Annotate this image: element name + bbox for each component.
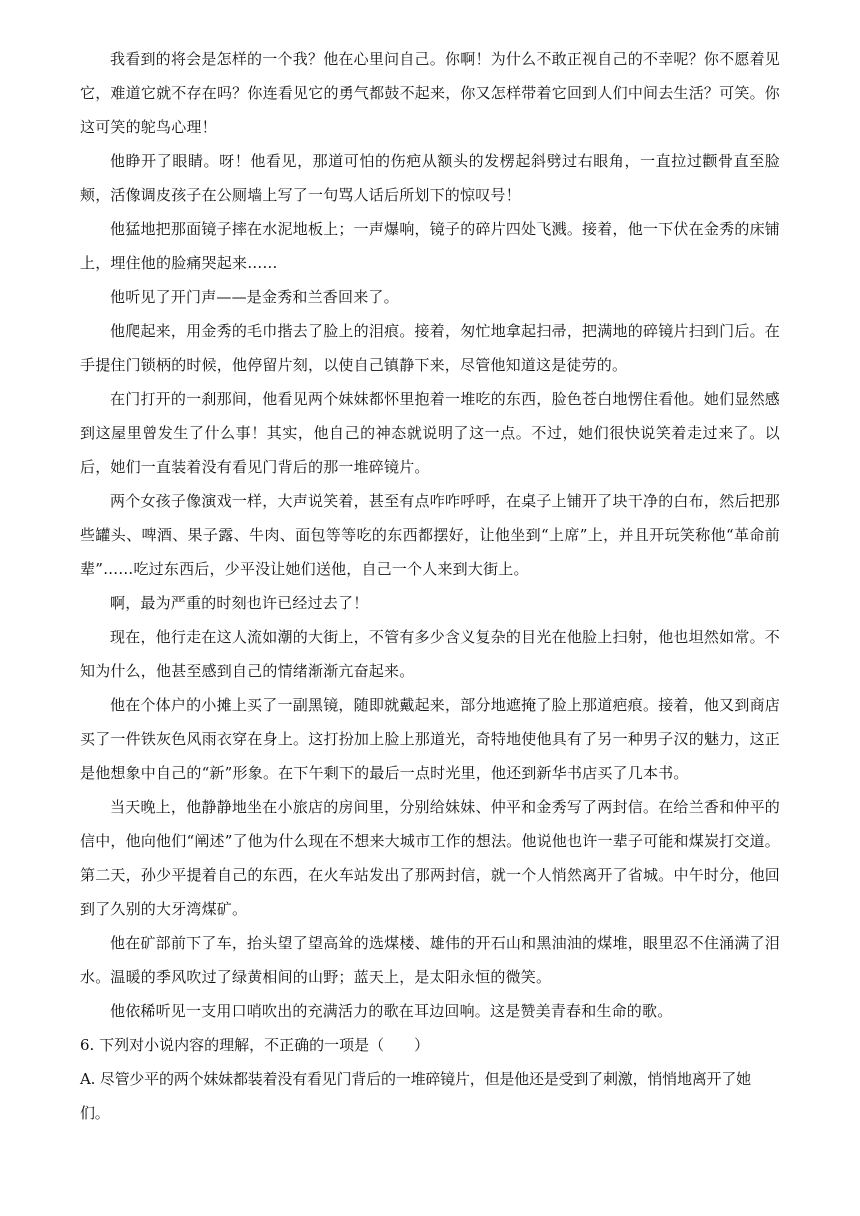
paragraph-10: 他在个体户的小摊上买了一副黑镜，随即就戴起来，部分地遮掩了脸上那道疤痕。接着，他又到商店买了一件铁灰色风雨衣穿在身上。这打扮加上脸上那道光，奇特地使他具有了另一种男子汉的魅力，这正是他想象中自己的“新”形象。在下午剩下的最后一点时光里，他还到新华书店买了几本书。	[80, 696, 780, 782]
article-body	[80, 42, 780, 1130]
paragraph-13: 他依稀听见一支用口哨吹出的充满活力的歌在耳边回响。这是赞美青春和生命的歌。	[110, 1002, 673, 1020]
paragraph-9: 现在，他行走在这人流如潮的大街上，不管有多少含义复杂的目光在他脸上扫射，他也坦然如常。不知为什么，他甚至感到自己的情绪渐渐亢奋起来。	[80, 628, 780, 680]
paragraph-7: 两个女孩子像演戏一样，大声说笑着，甚至有点咋咋呼呼，在桌子上铺开了块干净的白布，然后把那些罐头、啤酒、果子露、牛肉、面包等等吃的东西都摆好，让他坐到“上席”上，并且开玩笑称他“革命前辈”……吃过东西后，少平没让她们送他，自己一个人来到大街上。	[80, 492, 780, 578]
paragraph-11: 当天晚上，他静静地坐在小旅店的房间里，分别给妹妹、仲平和金秀写了两封信。在给兰香和仲平的信中，他向他们“阐述”了他为什么现在不想来大城市工作的想法。他说他也许一辈子可能和煤炭打交道。第二天，孙少平提着自己的东西，在火车站发出了那两封信，就一个人悄然离开了省城。中午时分，他回到了久别的大牙湾煤矿。	[80, 798, 780, 918]
paragraph-1: 我看到的将会是怎样的一个我？他在心里问自己。你啊！为什么不敢正视自己的不幸呢？你不愿着见它，难道它就不存在吗？你连看见它的勇气都鼓不起来，你又怎样带着它回到人们中间去生活？可笑。你这可笑的鸵鸟心理！	[80, 50, 780, 136]
option-a: A. 尽管少平的两个妹妹都装着没有看见门背后的一堆碎镜片，但是他还是受到了刺激，悄悄地离开了她们。	[80, 1070, 751, 1122]
paragraph-4: 他听见了开门声——是金秀和兰香回来了。	[110, 288, 399, 306]
paragraph-5: 他爬起来，用金秀的毛巾揩去了脸上的泪痕。接着，匆忙地拿起扫帚，把满地的碎镜片扫到门后。在手提住门锁柄的时候，他停留片刻，以使自己镇静下来，尽管他知道这是徒劳的。	[80, 322, 780, 374]
paragraph-2: 他睁开了眼睛。呀！他看见，那道可怕的伤疤从额头的发楞起斜劈过右眼角，一直拉过颧骨直至脸颊，活像调皮孩子在公厕墙上写了一句骂人话后所划下的惊叹号！	[80, 152, 780, 204]
paragraph-3: 他猛地把那面镜子摔在水泥地板上；一声爆响，镜子的碎片四处飞溅。接着，他一下伏在金秀的床铺上，埋住他的脸痛哭起来……	[80, 220, 780, 272]
paragraph-12: 他在矿部前下了车，抬头望了望高耸的选煤楼、雄伟的开石山和黑油油的煤堆，眼里忍不住涌满了泪水。温暖的季风吹过了绿黄相间的山野；蓝天上，是太阳永恒的微笑。	[80, 934, 780, 986]
question-stem: 6. 下列对小说内容的理解，不正确的一项是（ ）	[80, 1036, 430, 1054]
paragraph-8: 啊，最为严重的时刻也许已经过去了！	[110, 594, 369, 612]
paragraph-6: 在门打开的一刹那间，他看见两个妹妹都怀里抱着一堆吃的东西，脸色苍白地愣住看他。她们显然感到这屋里曾发生了什么事！其实，他自己的神态就说明了这一点。不过，她们很快说笑着走过来了。以后，她们一直装着没有看见门背后的那一堆碎镜片。	[80, 390, 780, 476]
